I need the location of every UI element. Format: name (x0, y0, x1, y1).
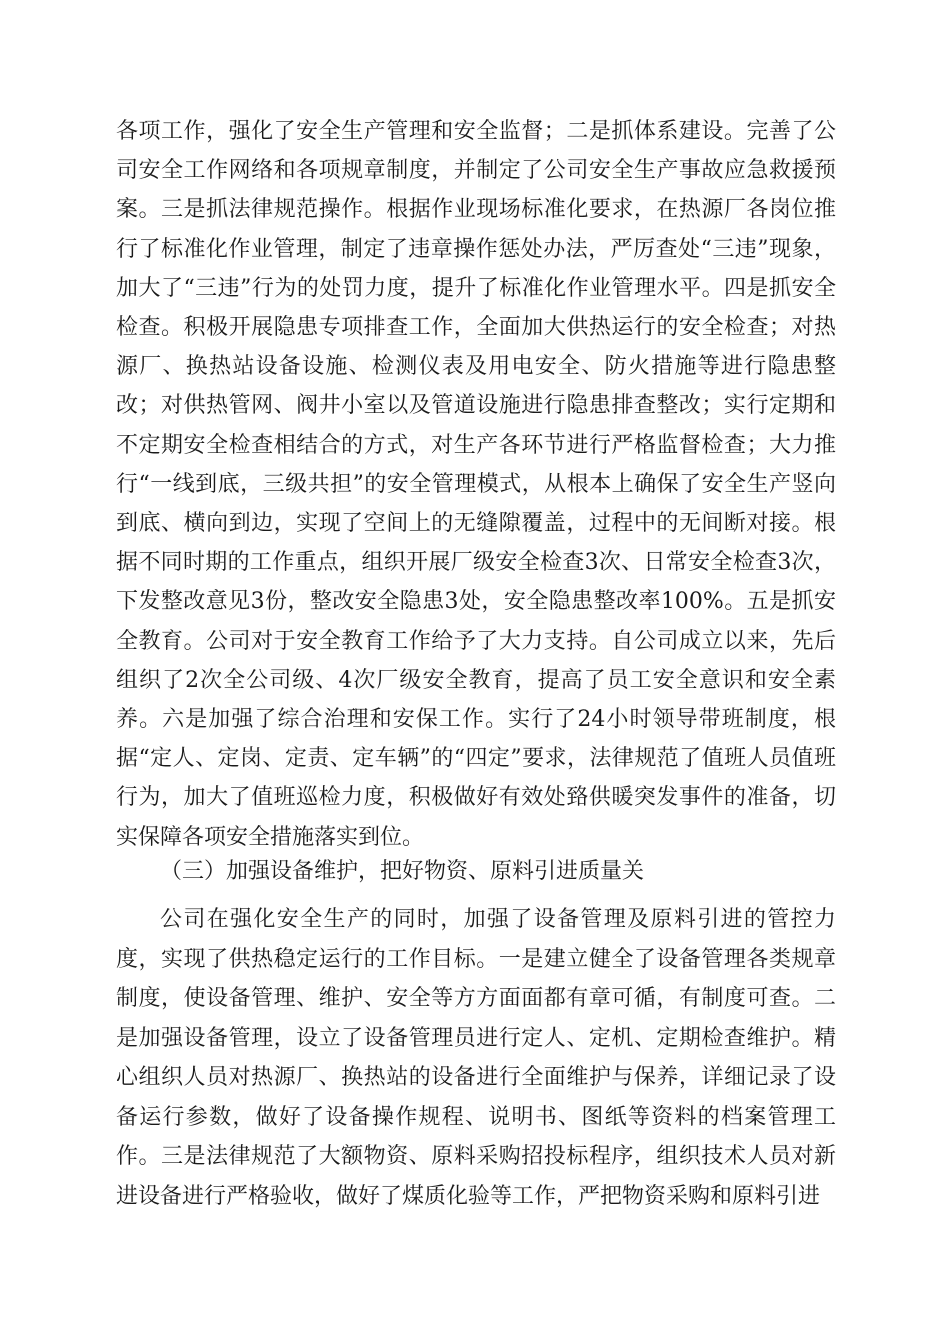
section-heading-equipment: （三）加强设备维护，把好物资、原料引进质量关 (160, 859, 645, 884)
body-paragraph-safety: 各项工作，强化了安全生产管理和安全监督；二是抓体系建设。完善了公司安全工作网络和各项规章制度，并制定了公司安全生产事故应急救援预案。三是抓法律规范操作。根据作业现场标准化要求，在热源厂各岗位推行了标准化作业管理，制定了违章操作惩处办法，严厉查处“三违”现象，加大了“三违”行为的处罚力度，提升了标准化作业管理水平。四是抓安全检查。积极开展隐患专项排查工作，全面加大供热运行的安全检查；对热源厂、换热站设备设施、检测仪表及用电安全、防火措施等进行隐患整改；对供热管网、阀井小室以及管道设施进行隐患排查整改；实行定期和不定期安全检查相结合的方式，对生产各环节进行严格监督检查；大力推行“一线到底，三级共担”的安全管理模式，从根本上确保了安全生产竖向到底、横向到边，实现了空间上的无缝隙覆盖，过程中的无间断对接。根据不同时期的工作重点，组织开展厂级安全检查3次、日常安全检查3次，下发整改意见3份，整改安全隐患3处，安全隐患整改率100%。五是抓安全教育。公司对于安全教育工作给予了大力支持。自公司成立以来，先后组织了2次全公司级、4次厂级安全教育，提高了员工安全意识和安全素养。六是加强了综合治理和安保工作。实行了24小时领导带班制度，根据“定人、定岗、定责、定车辆”的“四定”要求，法律规范了值班人员值班行为，加大了值班巡检力度，积极做好有效处臵供暖突发事件的准备，切实保障各项安全措施落实到位。 (116, 119, 836, 850)
body-paragraph-equipment: 公司在强化安全生产的同时，加强了设备管理及原料引进的管控力度，实现了供热稳定运行的工作目标。一是建立健全了设备管理各类规章制度，使设备管理、维护、安全等方方面面都有章可循，有制度可查。二是加强设备管理，设立了设备管理员进行定人、定机、定期检查维护。精心组织人员对热源厂、换热站的设备进行全面维护与保养，详细记录了设备运行参数，做好了设备操作规程、说明书、图纸等资料的档案管理工作。三是法律规范了大额物资、原料采购招投标程序，组织技术人员对新进设备进行严格验收，做好了煤质化验等工作，严把物资采购和原料引进 (116, 907, 836, 1209)
